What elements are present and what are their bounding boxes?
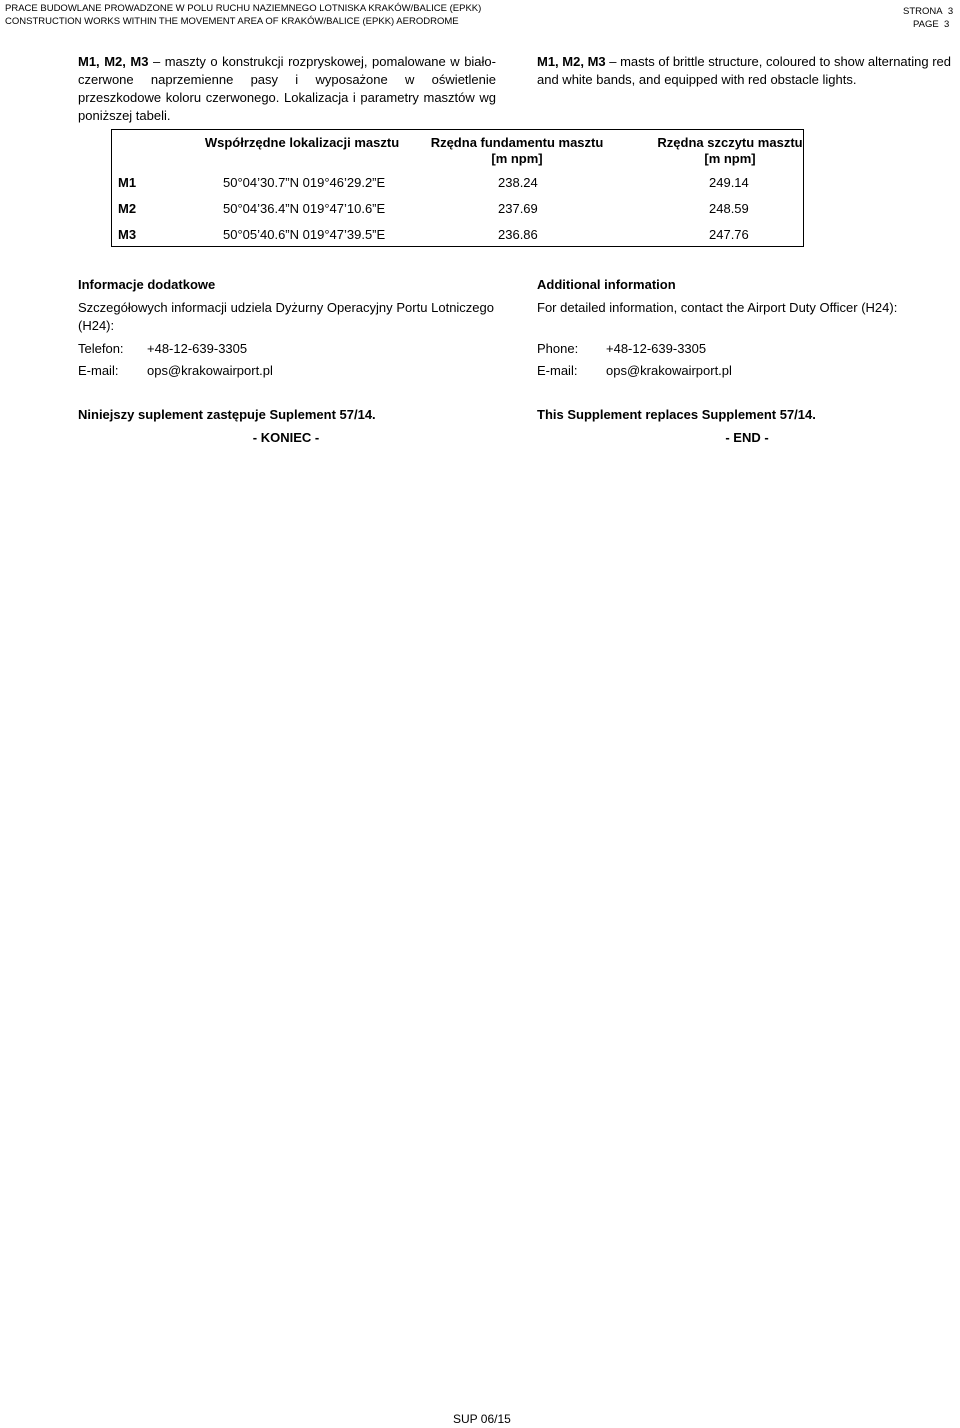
- table-row-top: 249.14: [709, 175, 749, 190]
- table-row-id: M3: [118, 227, 137, 242]
- col-header-foundation-l1: Rzędna fundamentu masztu: [430, 135, 604, 150]
- header-title-pl: PRACE BUDOWLANE PROWADZONE W POLU RUCHU NAZIEMNEGO LOTNISKA KRAKÓW/BALICE (EPKK): [5, 3, 482, 14]
- masts-table: [111, 129, 804, 247]
- phone-label-en: Phone:: [537, 341, 579, 356]
- col-header-coords: Współrzędne lokalizacji masztu: [204, 135, 400, 150]
- email-value-pl[interactable]: ops@krakowairport.pl: [147, 363, 273, 378]
- masts-desc-en: [537, 53, 957, 89]
- email-value-en[interactable]: ops@krakowairport.pl: [606, 363, 732, 378]
- info-email-pl: [78, 362, 273, 380]
- table-row-coord: 50°04’30.7”N 019°46’29.2”E: [223, 175, 386, 190]
- col-header-foundation: [427, 135, 607, 167]
- page-number: 3: [943, 19, 950, 30]
- info-phone-pl: [78, 340, 247, 358]
- header-strona: [903, 6, 953, 18]
- end-en: - END -: [725, 430, 769, 445]
- page-label: PAGE: [913, 19, 939, 30]
- col-header-foundation-l2: [m npm]: [491, 151, 543, 166]
- email-label-en: E-mail:: [537, 363, 578, 378]
- table-row-id: M1: [118, 175, 137, 190]
- info-title-en: Additional information: [537, 277, 676, 292]
- phone-value-en: +48-12-639-3305: [606, 341, 707, 356]
- masts-ids-en: M1, M2, M3: [537, 54, 606, 69]
- phone-label-pl: Telefon:: [78, 341, 124, 356]
- replaces-en: This Supplement replaces Supplement 57/14.: [537, 407, 816, 422]
- info-email-en: [537, 362, 732, 380]
- info-desc-en: For detailed information, contact the Airport Duty Officer (H24):: [537, 300, 898, 315]
- masts-text-en: – masts of brittle structure, coloured to show alternating red and white bands, and equipped with red obstacle lights.: [537, 54, 952, 87]
- col-header-top-l1: Rzędna szczytu masztu: [657, 135, 803, 150]
- col-header-top-l2: [m npm]: [704, 151, 756, 166]
- masts-desc-pl: [78, 53, 496, 125]
- masts-text-pl: – maszty o konstrukcji rozpryskowej, pomalowane w biało-czerwone naprzemienne pasy i wyposażone w oświetlenie przeszkodowe koloru czerwonego. Lokalizacja i parametry masztów wg poniższej tabeli.: [78, 54, 496, 123]
- strona-number: 3: [947, 6, 954, 17]
- table-row-foundation: 236.86: [498, 227, 538, 242]
- info-desc-pl: Szczegółowych informacji udziela Dyżurny Operacyjny Portu Lotniczego (H24):: [78, 300, 494, 333]
- header-page: [913, 19, 949, 31]
- info-title-pl: Informacje dodatkowe: [78, 277, 216, 292]
- col-header-top: [640, 135, 820, 167]
- table-row-foundation: 238.24: [498, 175, 538, 190]
- table-row-top: 247.76: [709, 227, 749, 242]
- email-label-pl: E-mail:: [78, 363, 119, 378]
- table-row-foundation: 237.69: [498, 201, 538, 216]
- end-pl: - KONIEC -: [252, 430, 320, 445]
- strona-label: STRONA: [903, 6, 943, 17]
- footer-sup-number: SUP 06/15: [453, 1412, 511, 1426]
- replaces-pl: Niniejszy suplement zastępuje Suplement 57/14.: [78, 407, 376, 422]
- table-row-coord: 50°05’40.6”N 019°47’39.5”E: [223, 227, 386, 242]
- phone-value-pl: +48-12-639-3305: [147, 341, 248, 356]
- header-title-en: CONSTRUCTION WORKS WITHIN THE MOVEMENT AREA OF KRAKÓW/BALICE (EPKK) AERODROME: [5, 16, 459, 27]
- info-phone-en: [537, 340, 706, 358]
- table-row-coord: 50°04’36.4”N 019°47’10.6”E: [223, 201, 386, 216]
- table-row-id: M2: [118, 201, 137, 216]
- masts-ids-pl: M1, M2, M3: [78, 54, 149, 69]
- table-row-top: 248.59: [709, 201, 749, 216]
